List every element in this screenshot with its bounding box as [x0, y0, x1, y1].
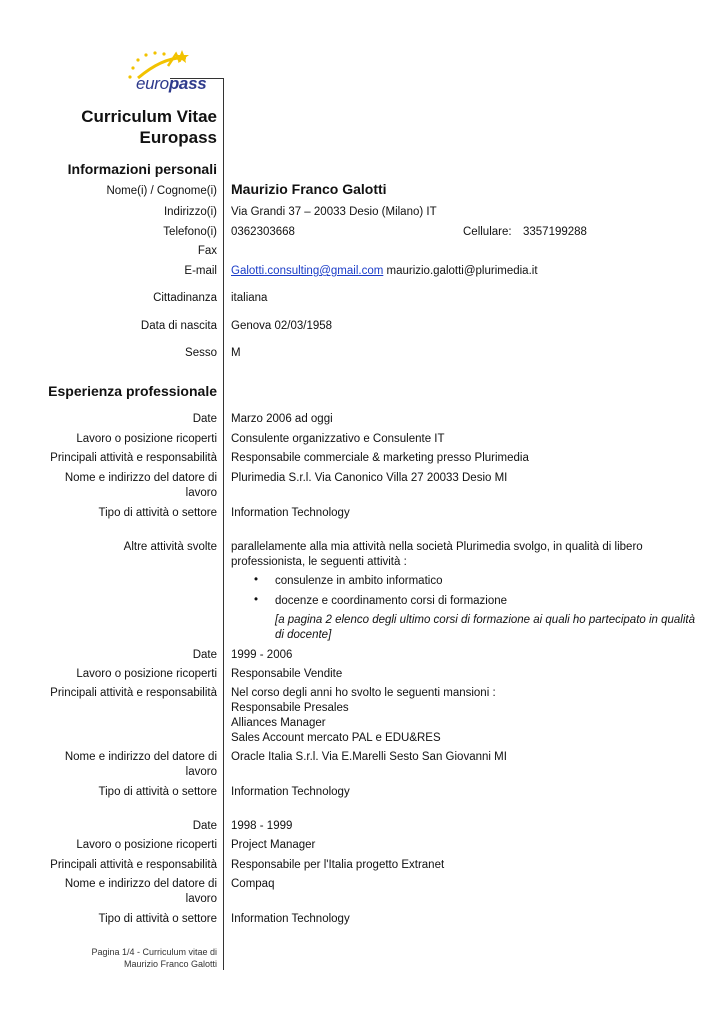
- job3-position: Project Manager: [231, 839, 316, 851]
- mobile-label: Cellulare:: [463, 226, 512, 238]
- fax-label: Fax: [197, 245, 217, 257]
- job1-bullet-2: docenze e coordinamento corsi di formazione: [275, 595, 508, 607]
- europass-wordmark: europass: [136, 74, 207, 93]
- job3-sector-label: Tipo di attività o settore: [98, 913, 217, 925]
- citizenship-label: Cittadinanza: [153, 292, 217, 304]
- job1-other-intro: parallelamente alla mia attività nella società Plurimedia svolgo, in qualità di libero professionista, le seguenti attività :: [231, 541, 643, 568]
- name-label: Nome(i) / Cognome(i): [106, 185, 217, 197]
- sex-label: Sesso: [185, 347, 217, 359]
- job3-employer-label: Nome e indirizzo del datore di lavoro: [64, 878, 217, 905]
- job2-employer-label: Nome e indirizzo del datore di lavoro: [64, 751, 217, 778]
- job2-employer: Oracle Italia S.r.l. Via E.Marelli Sesto San Giovanni MI: [231, 751, 507, 763]
- job2-date: 1999 - 2006: [231, 649, 293, 661]
- job3-date: 1998 - 1999: [231, 820, 293, 832]
- job1-other-label: Altre attività svolte: [123, 541, 217, 553]
- job1-activities-label: Principali attività e responsabilità: [50, 452, 217, 464]
- vertical-divider: [223, 78, 224, 970]
- job1-activities: Responsabile commerciale & marketing presso Plurimedia: [231, 452, 529, 464]
- section-personal-heading: Informazioni personali: [67, 161, 217, 177]
- bullet-marker: •: [254, 594, 259, 606]
- job3-employer: Compaq: [231, 878, 275, 890]
- email-label: E-mail: [184, 265, 217, 277]
- mobile-value: 3357199288: [523, 226, 587, 238]
- birth-label: Data di nascita: [140, 320, 217, 332]
- job3-position-label: Lavoro o posizione ricoperti: [76, 839, 217, 851]
- name-value: Maurizio Franco Galotti: [231, 181, 387, 197]
- job3-sector: Information Technology: [231, 913, 350, 925]
- job1-position: Consulente organizzativo e Consulente IT: [231, 433, 445, 445]
- job1-date-label: Date: [192, 413, 217, 425]
- email-value: [231, 264, 691, 279]
- email-secondary: maurizio.galotti@plurimedia.it: [386, 265, 538, 277]
- job2-activities: Nel corso degli anni ho svolto le seguenti mansioni : Responsabile Presales Alliances Manager Sales Account mercato PAL e EDU&RES: [231, 687, 496, 744]
- job3-activities: Responsabile per l'Italia progetto Extranet: [231, 859, 445, 871]
- job1-employer: Plurimedia S.r.l. Via Canonico Villa 27 20033 Desio MI: [231, 472, 508, 484]
- job1-sector: Information Technology: [231, 507, 350, 519]
- job1-sector-label: Tipo di attività o settore: [98, 507, 217, 519]
- address-label: Indirizzo(i): [163, 206, 217, 218]
- phone-value: 0362303668: [231, 226, 295, 238]
- job1-employer-label: Nome e indirizzo del datore di lavoro: [64, 472, 217, 499]
- job2-sector-label: Tipo di attività o settore: [98, 786, 217, 798]
- job2-date-label: Date: [192, 649, 217, 661]
- job1-date: Marzo 2006 ad oggi: [231, 413, 333, 425]
- job1-bullet-1: consulenze in ambito informatico: [275, 575, 443, 587]
- page-title: Curriculum Vitae Europass: [81, 107, 217, 147]
- job1-note: [a pagina 2 elenco degli ultimo corsi di formazione ai quali ho partecipato in qualità di docente]: [275, 614, 696, 641]
- page-footer: Pagina 1/4 - Curriculum vitae di Maurizio Franco Galotti: [91, 947, 217, 969]
- job1-position-label: Lavoro o posizione ricoperti: [76, 433, 217, 445]
- job2-sector: Information Technology: [231, 786, 350, 798]
- job2-position-label: Lavoro o posizione ricoperti: [76, 668, 217, 680]
- phone-label: Telefono(i): [163, 226, 217, 238]
- citizenship-value: italiana: [231, 292, 268, 304]
- email-link[interactable]: Galotti.consulting@gmail.com: [231, 265, 384, 277]
- job3-date-label: Date: [192, 820, 217, 832]
- address-value: Via Grandi 37 – 20033 Desio (Milano) IT: [231, 206, 437, 218]
- birth-value: Genova 02/03/1958: [231, 320, 333, 332]
- job3-activities-label: Principali attività e responsabilità: [50, 859, 217, 871]
- section-experience-heading: Esperienza professionale: [48, 383, 217, 399]
- sex-value: M: [231, 347, 241, 359]
- job2-position: Responsabile Vendite: [231, 668, 343, 680]
- bullet-marker: •: [254, 574, 259, 586]
- job2-activities-label: Principali attività e responsabilità: [50, 687, 217, 699]
